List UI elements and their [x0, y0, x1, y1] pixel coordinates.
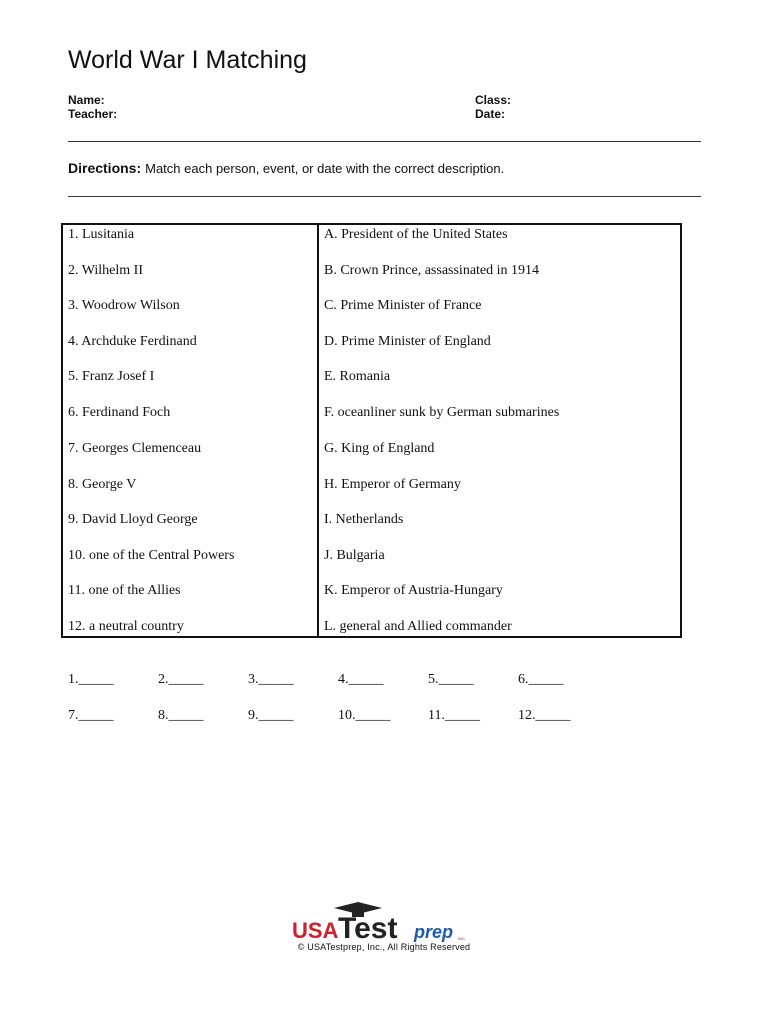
- description-j: J. Bulgaria: [324, 548, 385, 563]
- description-c: C. Prime Minister of France: [324, 298, 482, 313]
- description-g: G. King of England: [324, 441, 435, 456]
- item-8: 8. George V: [68, 477, 137, 492]
- description-a: A. President of the United States: [324, 227, 508, 242]
- directions-divider: [68, 196, 701, 197]
- description-l: L. general and Allied commander: [324, 619, 512, 634]
- description-h: H. Emperor of Germany: [324, 477, 461, 492]
- directions-lead: Directions:: [68, 160, 142, 176]
- name-label: Name:: [68, 93, 105, 107]
- item-11: 11. one of the Allies: [68, 583, 181, 598]
- description-i: I. Netherlands: [324, 512, 404, 527]
- date-label: Date:: [475, 107, 506, 121]
- directions: [68, 160, 504, 176]
- item-2: 2. Wilhelm II: [68, 263, 143, 278]
- directions-text: Match each person, event, or date with the correct description.: [145, 161, 505, 176]
- header-divider: [68, 141, 701, 142]
- logo-usa: USA: [292, 918, 339, 942]
- logo-inc: INC.: [458, 936, 466, 941]
- answer-blank-3: 3._____: [248, 672, 294, 687]
- answer-blank-11: 11._____: [428, 708, 480, 723]
- answer-blank-5: 5._____: [428, 672, 474, 687]
- item-10: 10. one of the Central Powers: [68, 548, 235, 563]
- answer-blank-2: 2._____: [158, 672, 204, 687]
- answer-blank-10: 10._____: [338, 708, 391, 723]
- description-k: K. Emperor of Austria-Hungary: [324, 583, 503, 598]
- logo-prep: prep: [414, 922, 454, 942]
- usatestprep-logo: [292, 902, 472, 942]
- page-title: World War I Matching: [68, 46, 307, 74]
- copyright-notice: © USATestprep, Inc., All Rights Reserved: [297, 942, 471, 952]
- answer-blank-9: 9._____: [248, 708, 294, 723]
- description-b: B. Crown Prince, assassinated in 1914: [324, 263, 540, 278]
- items-column: [63, 225, 319, 636]
- descriptions-column: [319, 225, 680, 636]
- item-5: 5. Franz Josef I: [68, 369, 155, 384]
- item-1: 1. Lusitania: [68, 227, 135, 242]
- item-12: 12. a neutral country: [68, 619, 184, 634]
- item-3: 3. Woodrow Wilson: [68, 298, 180, 313]
- answer-blank-7: 7._____: [68, 708, 114, 723]
- answer-blank-12: 12._____: [518, 708, 571, 723]
- logo-test: Test: [338, 912, 398, 942]
- item-9: 9. David Lloyd George: [68, 512, 198, 527]
- item-4: 4. Archduke Ferdinand: [68, 334, 197, 349]
- description-e: E. Romania: [324, 369, 391, 384]
- answer-blank-4: 4._____: [338, 672, 384, 687]
- answer-blank-8: 8._____: [158, 708, 204, 723]
- item-6: 6. Ferdinand Foch: [68, 405, 171, 420]
- description-f: F. oceanliner sunk by German submarines: [324, 405, 560, 420]
- answer-blank-6: 6._____: [518, 672, 564, 687]
- item-7: 7. Georges Clemenceau: [68, 441, 202, 456]
- answer-blank-1: 1._____: [68, 672, 114, 687]
- teacher-label: Teacher:: [68, 107, 118, 121]
- class-label: Class:: [475, 93, 512, 107]
- description-d: D. Prime Minister of England: [324, 334, 491, 349]
- matching-table: [61, 223, 682, 638]
